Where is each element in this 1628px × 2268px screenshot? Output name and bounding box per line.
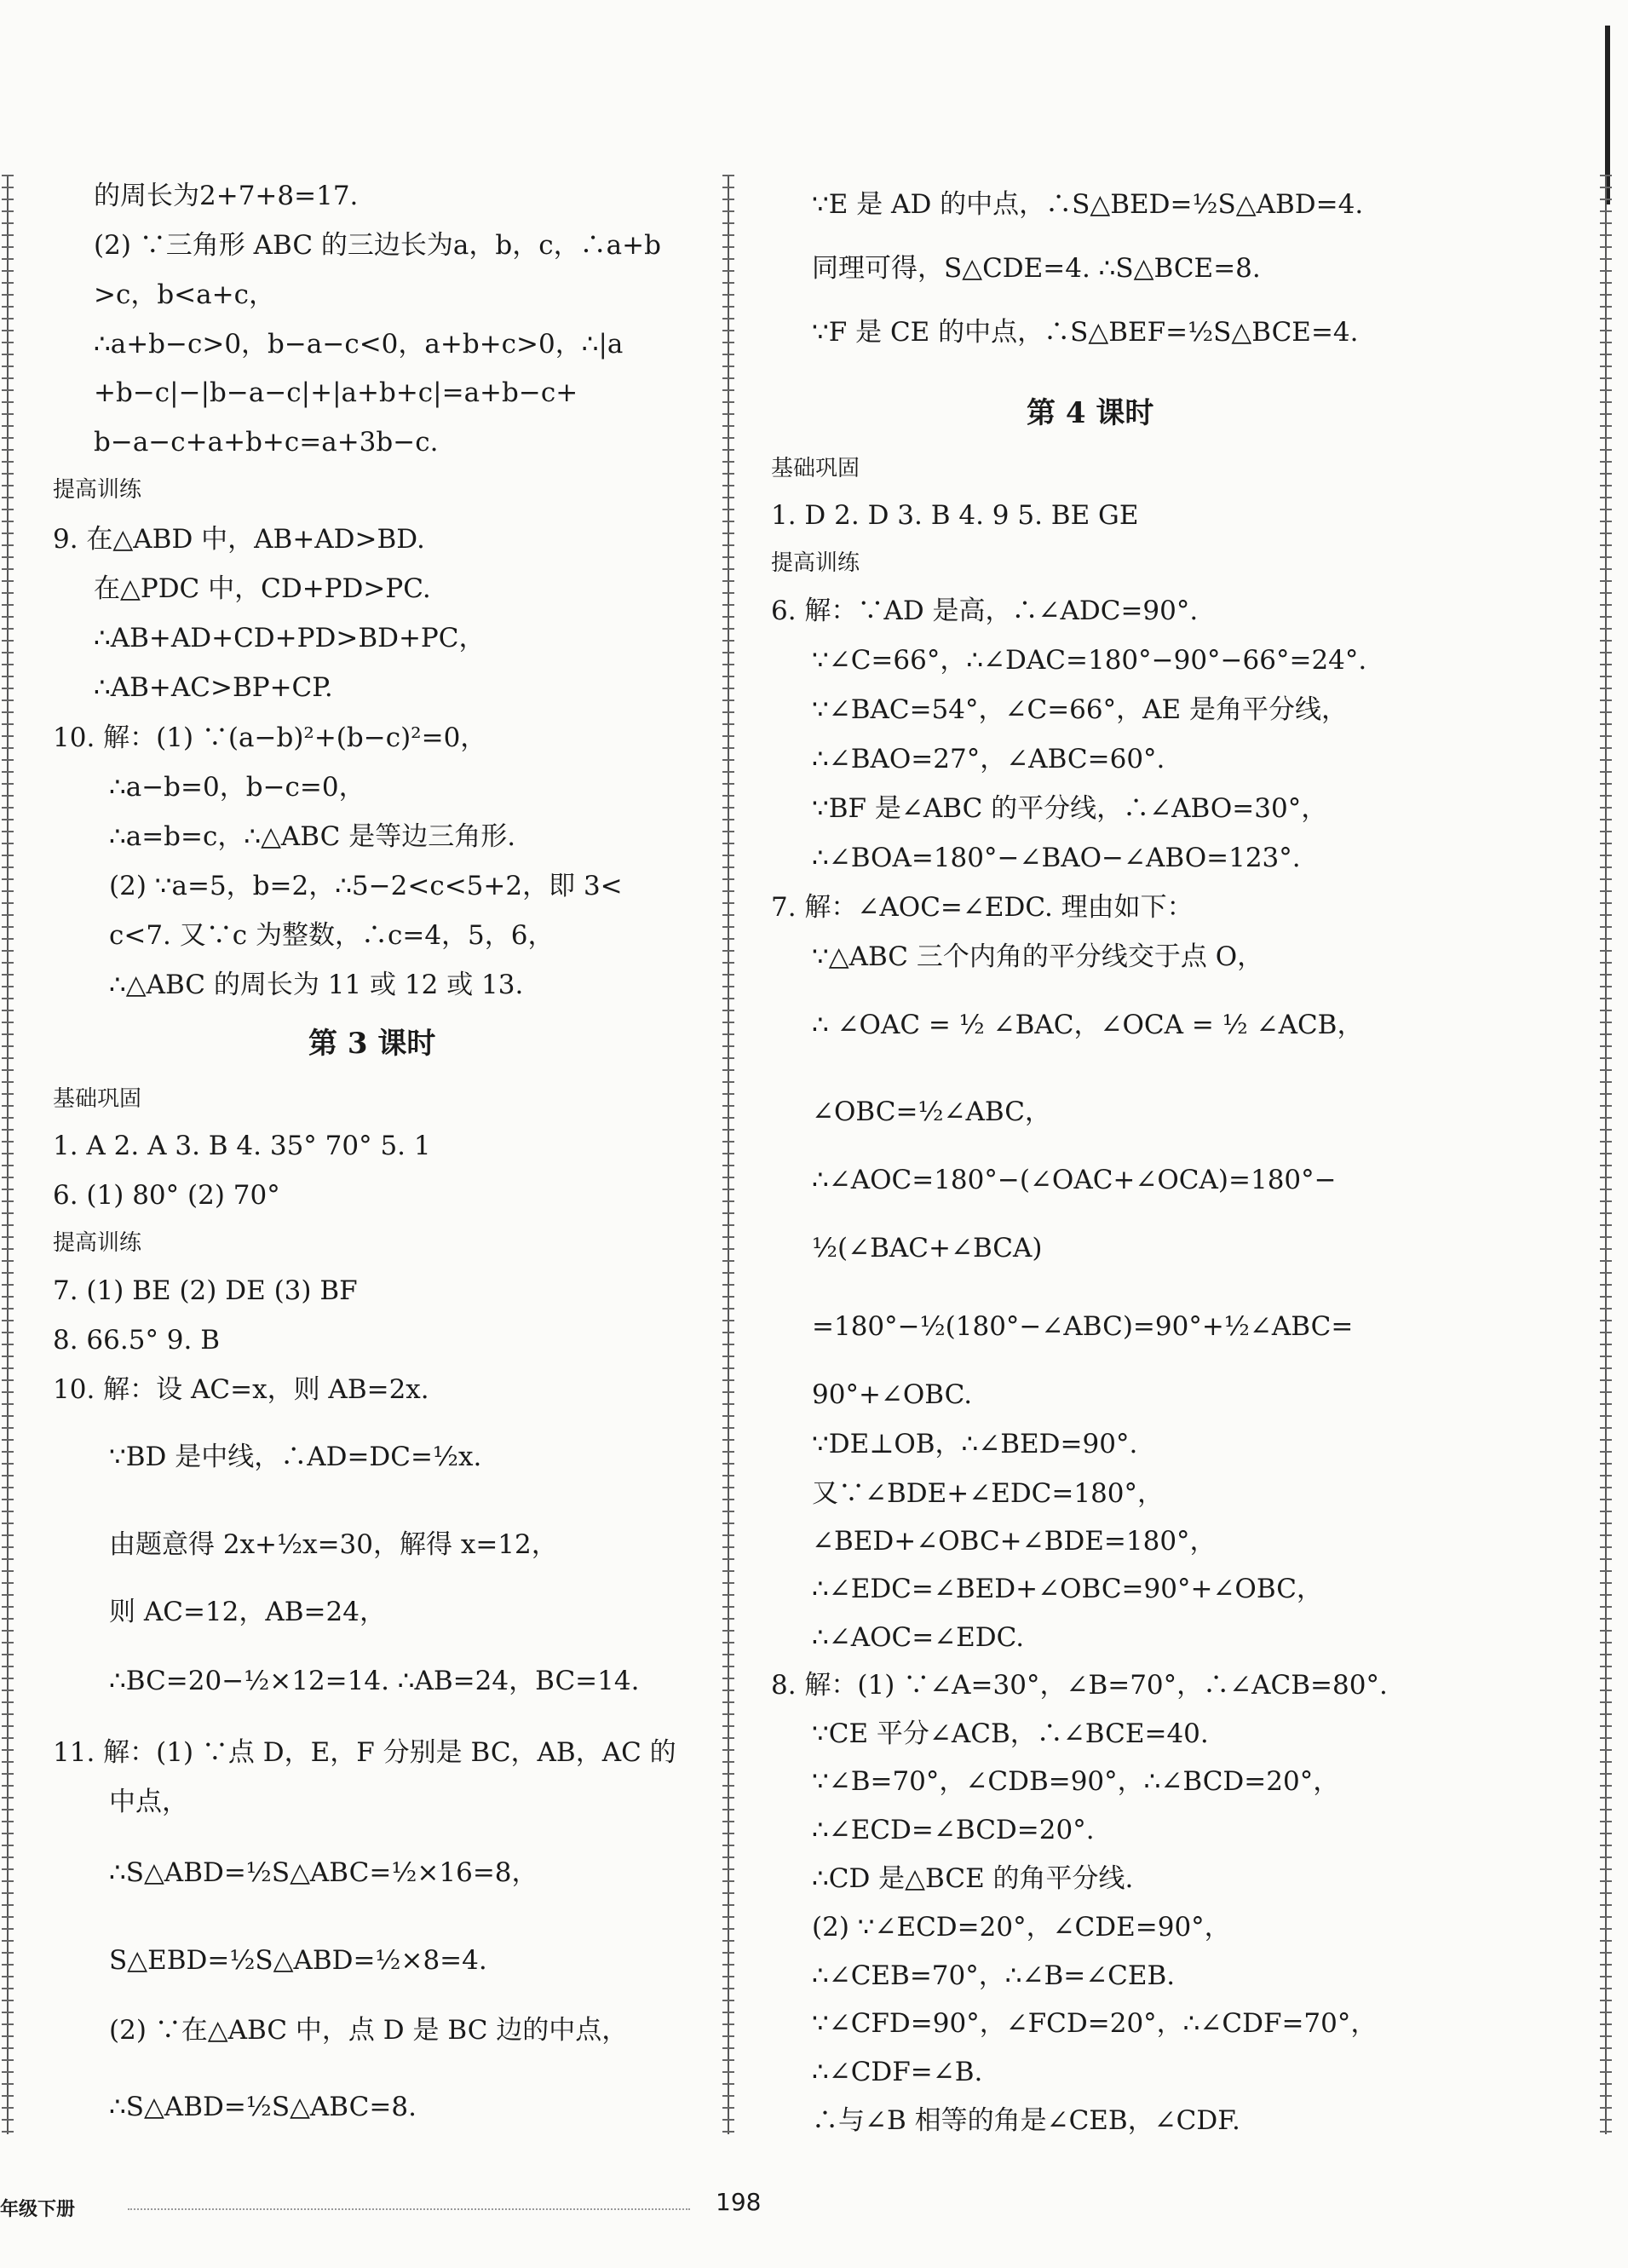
text-line: 中点， bbox=[109, 1787, 188, 1817]
text-line: 由题意得 2x+½x=30，解得 x=12， bbox=[109, 1529, 558, 1560]
text-line: ∴与∠B 相等的角是∠CEB，∠CDF. bbox=[812, 2105, 1240, 2136]
text-line: ∵∠BAC=54°，∠C=66°，AE 是角平分线， bbox=[812, 694, 1348, 725]
footer-dotted-rule bbox=[128, 2208, 690, 2210]
text-line: ½(∠BAC+∠BCA) bbox=[812, 1233, 1043, 1264]
text-line: 10. 解：设 AC=x，则 AB=2x. bbox=[53, 1374, 429, 1405]
text-line: (2) ∵三角形 ABC 的三边长为a，b，c，∴a+b bbox=[94, 230, 661, 261]
page-number: 198 bbox=[716, 2188, 762, 2216]
lesson-heading: 第 4 课时 bbox=[1027, 396, 1154, 430]
text-line: ∵△ABC 三个内角的平分线交于点 O， bbox=[812, 941, 1264, 972]
text-line: 又∵∠BDE+∠EDC=180°， bbox=[812, 1478, 1165, 1509]
text-line: 9. 在△ABD 中，AB+AD>BD. bbox=[53, 524, 425, 555]
text-line: ∵∠C=66°，∴∠DAC=180°−90°−66°=24°. bbox=[812, 645, 1367, 676]
text-line: ∵F 是 CE 的中点，∴S△BEF=½S△BCE=4. bbox=[812, 317, 1359, 348]
text-line: +b−c|−|b−a−c|+|a+b+c|=a+b−c+ bbox=[94, 377, 578, 408]
text-line: ∴∠ECD=∠BCD=20°. bbox=[812, 1815, 1095, 1845]
section-label: 提高训练 bbox=[53, 477, 142, 503]
text-line: ∴∠CEB=70°，∴∠B=∠CEB. bbox=[812, 1960, 1176, 1991]
text-line: (2) ∵在△ABC 中，点 D 是 BC 边的中点， bbox=[109, 2015, 629, 2046]
text-line: (2) ∵∠ECD=20°，∠CDE=90°， bbox=[812, 1912, 1231, 1943]
text-line: ∴CD 是△BCE 的角平分线. bbox=[812, 1863, 1134, 1894]
text-line: ∵BF 是∠ABC 的平分线，∴∠ABO=30°， bbox=[812, 793, 1328, 824]
text-line: S△EBD=½S△ABD=½×8=4. bbox=[109, 1945, 487, 1976]
text-line: 则 AC=12，AB=24， bbox=[109, 1597, 386, 1627]
text-line: c<7. 又∵c 为整数，∴c=4，5，6， bbox=[109, 920, 555, 951]
text-line: =180°−½(180°−∠ABC)=90°+½∠ABC= bbox=[812, 1311, 1354, 1342]
section-label: 提高训练 bbox=[53, 1230, 142, 1256]
text-line: 7. 解：∠AOC=∠EDC. 理由如下： bbox=[771, 892, 1194, 923]
text-line: ∴a+b−c>0，b−a−c<0，a+b+c>0，∴|a bbox=[94, 329, 624, 360]
text-line: ∴AB+AD+CD+PD>BD+PC， bbox=[94, 623, 486, 653]
section-label: 提高训练 bbox=[771, 550, 860, 576]
section-label: 基础巩固 bbox=[771, 456, 860, 481]
text-line: 6. 解：∵AD 是高，∴∠ADC=90°. bbox=[771, 596, 1199, 626]
text-line: ∵∠CFD=90°，∠FCD=20°，∴∠CDF=70°， bbox=[812, 2008, 1378, 2039]
text-line: ∴∠BOA=180°−∠BAO−∠ABO=123°. bbox=[812, 843, 1301, 873]
text-line: 8. 66.5° 9. B bbox=[53, 1325, 221, 1356]
text-line: 6. (1) 80° (2) 70° bbox=[53, 1180, 280, 1211]
text-line: b−a−c+a+b+c=a+3b−c. bbox=[94, 427, 439, 458]
text-line: ∴△ABC 的周长为 11 或 12 或 13. bbox=[109, 970, 524, 1000]
text-line: ∵DE⊥OB，∴∠BED=90°. bbox=[812, 1429, 1138, 1459]
footer-grade-label: 年级下册 bbox=[0, 2199, 76, 2220]
text-line: ∴∠AOC=180°−(∠OAC+∠OCA)=180°− bbox=[812, 1165, 1337, 1195]
text-line: ∵∠B=70°，∠CDB=90°，∴∠BCD=20°， bbox=[812, 1766, 1340, 1797]
text-line: ∴S△ABD=½S△ABC=8. bbox=[109, 2092, 417, 2122]
text-line: ∠BED+∠OBC+∠BDE=180°， bbox=[812, 1526, 1217, 1557]
text-line: ∴ ∠OAC = ½ ∠BAC，∠OCA = ½ ∠ACB， bbox=[812, 1010, 1364, 1040]
text-line: 10. 解：(1) ∵(a−b)²+(b−c)²=0， bbox=[53, 722, 487, 753]
text-line: ∴∠EDC=∠BED+∠OBC=90°+∠OBC， bbox=[812, 1574, 1323, 1604]
text-line: ∵E 是 AD 的中点，∴S△BED=½S△ABD=4. bbox=[812, 189, 1364, 220]
lesson-heading: 第 3 课时 bbox=[308, 1027, 436, 1061]
text-line: ∴AB+AC>BP+CP. bbox=[94, 672, 333, 703]
text-line: ∴a=b=c，∴△ABC 是等边三角形. bbox=[109, 821, 516, 852]
text-line: ∵BD 是中线，∴AD=DC=½x. bbox=[109, 1442, 482, 1472]
text-line: 同理可得，S△CDE=4. ∴S△BCE=8. bbox=[812, 253, 1261, 284]
text-line: ∴∠AOC=∠EDC. bbox=[812, 1622, 1025, 1653]
text-line: 1. D 2. D 3. B 4. 9 5. BE GE bbox=[771, 500, 1139, 531]
text-line: 的周长为2+7+8=17. bbox=[94, 181, 359, 211]
section-label: 基础巩固 bbox=[53, 1086, 142, 1112]
text-line: ∴BC=20−½×12=14. ∴AB=24，BC=14. bbox=[109, 1666, 640, 1696]
text-line: 90°+∠OBC. bbox=[812, 1379, 973, 1410]
text-line: (2) ∵a=5，b=2，∴5−2<c<5+2，即 3< bbox=[109, 871, 623, 901]
text-line: ∴S△ABD=½S△ABC=½×16=8， bbox=[109, 1857, 538, 1888]
text-line: 7. (1) BE (2) DE (3) BF bbox=[53, 1275, 358, 1306]
left-binding-perforation bbox=[2, 175, 14, 2134]
text-line: 11. 解：(1) ∵点 D，E，F 分别是 BC，AB，AC 的 bbox=[53, 1737, 676, 1768]
text-line: ∴∠BAO=27°，∠ABC=60°. bbox=[812, 744, 1165, 774]
text-line: 1. A 2. A 3. B 4. 35° 70° 5. 1 bbox=[53, 1131, 431, 1161]
right-binding-perforation bbox=[1600, 175, 1612, 2134]
text-line: 在△PDC 中，CD+PD>PC. bbox=[94, 573, 431, 604]
text-line: ∴a−b=0，b−c=0， bbox=[109, 772, 365, 803]
text-line: >c，b<a+c， bbox=[94, 279, 275, 310]
text-line: ∠OBC=½∠ABC， bbox=[812, 1097, 1051, 1127]
center-column-divider bbox=[722, 175, 734, 2134]
text-line: ∵CE 平分∠ACB，∴∠BCE=40. bbox=[812, 1718, 1209, 1749]
text-line: 8. 解：(1) ∵∠A=30°，∠B=70°，∴∠ACB=80°. bbox=[771, 1670, 1388, 1701]
text-line: ∴∠CDF=∠B. bbox=[812, 2057, 983, 2087]
